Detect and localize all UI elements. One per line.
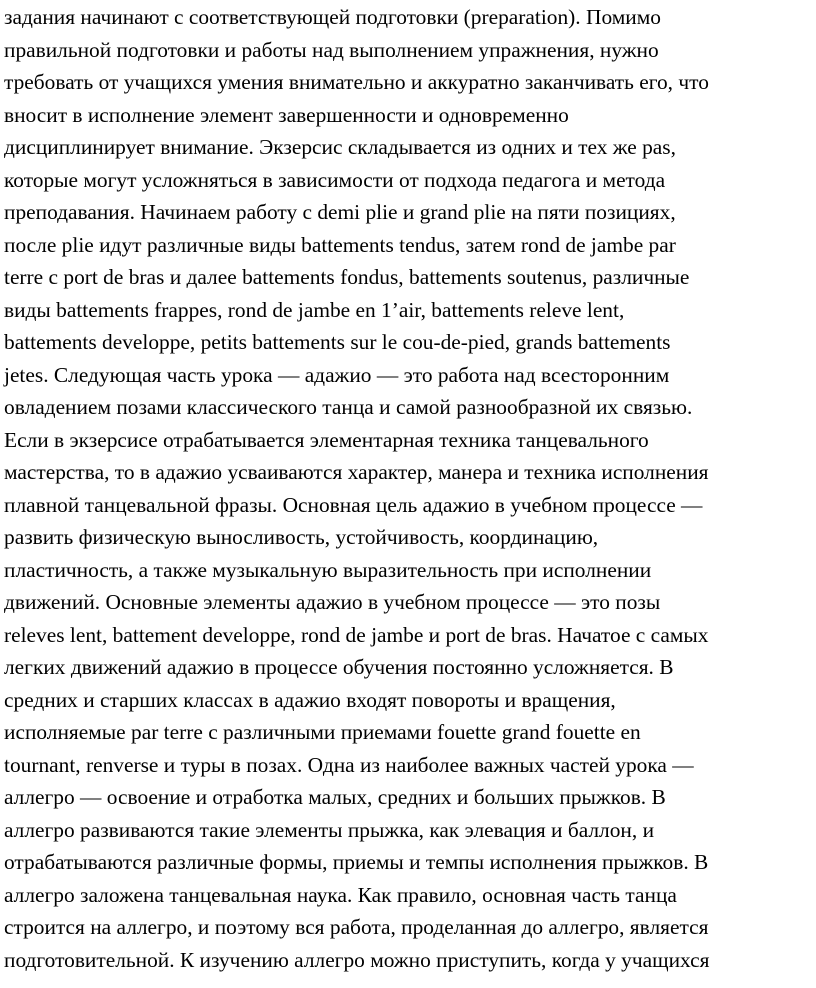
text-line: аллегро — освоение и отработка малых, средних и больших прыжков. В	[4, 785, 666, 809]
text-line: преподавания. Начинаем работу с demi plie и grand plie на пяти позициях,	[4, 200, 676, 224]
text-line: средних и старших классах в адажио входят повороты и вращения,	[4, 687, 616, 712]
text-line: движений. Основные элементы адажио в учебном процессе — это позы	[4, 590, 661, 614]
body-text	[4, 1, 812, 976]
text-line: Если в экзерсисе отрабатывается элементарная техника танцевального	[4, 427, 649, 452]
text-line: плавной танцевальной фразы. Основная цель адажио в учебном процессе —	[4, 492, 703, 517]
text-line: jetes. Следующая часть урока — адажио — это работа над всесторонним	[4, 362, 670, 387]
text-line: battements developpe, petits battements sur le cou-de-pied, grands battements	[4, 330, 671, 354]
text-line: задания начинают с соответствующей подготовки (preparation). Помимо	[4, 5, 661, 29]
text-line: пластичность, а также музыкальную выразительность при исполнении	[4, 557, 652, 582]
text-line: развить физическую выносливость, устойчивость, координацию,	[4, 525, 599, 549]
text-line: виды battements frappes, rond de jambe en 1’air, battements releve lent,	[4, 297, 625, 322]
text-line: подготовительной. К изучению аллегро можно приступить, когда у учащихся	[4, 947, 710, 972]
text-line: требовать от учащихся умения внимательно и аккуратно заканчивать его, что	[4, 70, 709, 94]
text-line: вносит в исполнение элемент завершенности и одновременно	[4, 102, 569, 127]
document-page	[4, 0, 812, 976]
text-line: дисциплинирует внимание. Экзерсис складывается из одних и тех же pas,	[4, 135, 676, 159]
text-line: releves lent, battement developpe, rond de jambe и port de bras. Начатое с самых	[4, 622, 709, 647]
text-line: строится на аллегро, и поэтому вся работа, проделанная до аллегро, является	[4, 915, 709, 939]
text-line: после plie идут различные виды battements tendus, затем rond de jambe par	[4, 232, 676, 257]
text-line: легких движений адажио в процессе обучения постоянно усложняется. В	[4, 655, 674, 679]
text-line: овладением позами классического танца и самой разнообразной их связью.	[4, 395, 693, 419]
text-line: tournant, renverse и туры в позах. Одна из наиболее важных частей урока —	[4, 752, 694, 777]
text-line: правильной подготовки и работы над выполнением упражнения, нужно	[4, 37, 659, 62]
text-line: terre с port de bras и далее battements fondus, battements soutenus, различные	[4, 265, 690, 289]
text-line: отрабатываются различные формы, приемы и темпы исполнения прыжков. В	[4, 850, 709, 874]
text-line: которые могут усложняться в зависимости от подхода педагога и метода	[4, 167, 666, 192]
text-line: исполняемые par terre с различными приемами fouette grand fouette en	[4, 720, 641, 744]
text-line: аллегро развиваются такие элементы прыжка, как элевация и баллон, и	[4, 817, 655, 842]
text-line: мастерства, то в адажио усваиваются характер, манера и техника исполнения	[4, 460, 709, 484]
text-line: аллегро заложена танцевальная наука. Как правило, основная часть танца	[4, 882, 677, 907]
